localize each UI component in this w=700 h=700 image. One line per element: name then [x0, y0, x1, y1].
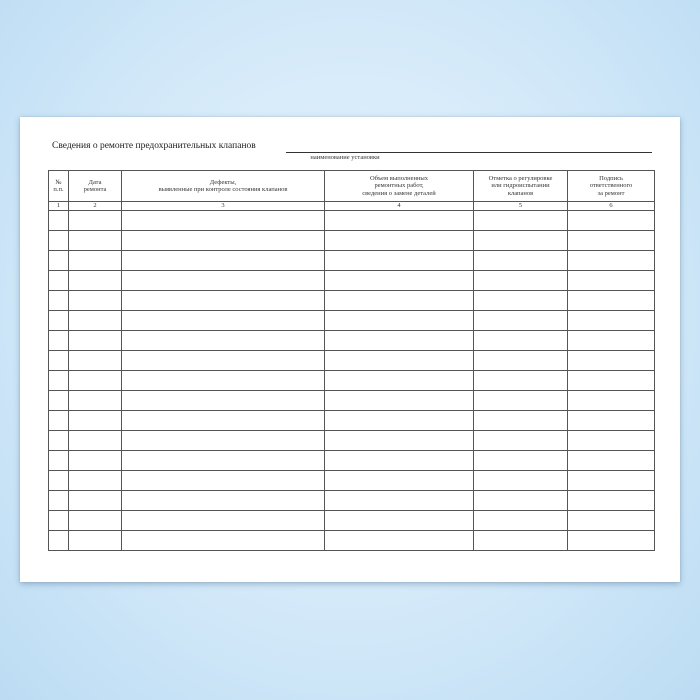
table-body	[49, 211, 655, 551]
table-cell	[474, 471, 568, 491]
table-cell	[49, 531, 69, 551]
table-row	[49, 331, 655, 351]
table-cell	[49, 231, 69, 251]
table-cell	[122, 391, 325, 411]
table-cell	[69, 271, 122, 291]
table-cell	[69, 231, 122, 251]
table-cell	[325, 451, 474, 471]
table-cell	[49, 411, 69, 431]
table-cell	[325, 251, 474, 271]
document-title: Сведения о ремонте предохранительных клапанов	[52, 141, 256, 151]
table-cell	[122, 211, 325, 231]
table-cell	[69, 391, 122, 411]
table-row	[49, 411, 655, 431]
table-cell	[122, 411, 325, 431]
table-cell	[122, 271, 325, 291]
table-cell	[568, 231, 655, 251]
table-cell	[474, 431, 568, 451]
table-cell	[474, 451, 568, 471]
table-cell	[69, 211, 122, 231]
table-cell	[568, 511, 655, 531]
table-cell	[325, 391, 474, 411]
table-cell	[122, 531, 325, 551]
header-signature: Подпись ответственного за ремонт	[568, 171, 655, 202]
header-row	[49, 171, 655, 202]
column-number: 3	[122, 202, 325, 211]
table-cell	[474, 391, 568, 411]
table-row	[49, 511, 655, 531]
header-number: № п.п.	[49, 171, 69, 202]
table-cell	[69, 251, 122, 271]
table-cell	[568, 331, 655, 351]
table-cell	[474, 351, 568, 371]
table-cell	[474, 411, 568, 431]
column-number: 6	[568, 202, 655, 211]
table-cell	[69, 371, 122, 391]
title-fill-line	[286, 152, 652, 153]
table-cell	[122, 451, 325, 471]
table-cell	[325, 351, 474, 371]
form-sheet	[20, 117, 680, 582]
table-cell	[325, 531, 474, 551]
table-cell	[69, 331, 122, 351]
header-defects: Дефекты, выявленные при контроле состояния клапанов	[122, 171, 325, 202]
table-cell	[69, 471, 122, 491]
table-cell	[325, 411, 474, 431]
title-caption: наименование установки	[310, 154, 380, 161]
table-cell	[122, 511, 325, 531]
table-cell	[325, 271, 474, 291]
table-cell	[122, 351, 325, 371]
table-cell	[474, 251, 568, 271]
table-cell	[325, 431, 474, 451]
table-cell	[568, 351, 655, 371]
column-number: 5	[474, 202, 568, 211]
column-number: 1	[49, 202, 69, 211]
table-cell	[474, 271, 568, 291]
table-cell	[474, 531, 568, 551]
table-cell	[474, 231, 568, 251]
table-cell	[568, 451, 655, 471]
table-cell	[49, 291, 69, 311]
table-row	[49, 351, 655, 371]
table-row	[49, 251, 655, 271]
table-cell	[49, 431, 69, 451]
table-cell	[49, 331, 69, 351]
table-cell	[325, 471, 474, 491]
table-row	[49, 291, 655, 311]
table-cell	[568, 411, 655, 431]
table-cell	[49, 391, 69, 411]
table-cell	[568, 211, 655, 231]
table-cell	[49, 351, 69, 371]
table-cell	[474, 331, 568, 351]
table-cell	[325, 371, 474, 391]
repair-log-table	[48, 170, 655, 551]
title-line	[52, 141, 652, 155]
table-cell	[568, 471, 655, 491]
table-row	[49, 371, 655, 391]
table-cell	[122, 431, 325, 451]
table-cell	[69, 291, 122, 311]
table-cell	[568, 391, 655, 411]
table-cell	[568, 251, 655, 271]
column-number-row	[49, 202, 655, 211]
column-number: 2	[69, 202, 122, 211]
table-row	[49, 211, 655, 231]
table-row	[49, 311, 655, 331]
table-cell	[49, 491, 69, 511]
table-cell	[325, 511, 474, 531]
table-row	[49, 231, 655, 251]
table-cell	[49, 211, 69, 231]
table-cell	[49, 451, 69, 471]
table-row	[49, 451, 655, 471]
table-cell	[122, 251, 325, 271]
table-cell	[568, 271, 655, 291]
table-cell	[49, 251, 69, 271]
table-cell	[49, 511, 69, 531]
table-cell	[474, 311, 568, 331]
table-row	[49, 271, 655, 291]
table-cell	[69, 451, 122, 471]
table-cell	[474, 511, 568, 531]
table-cell	[568, 371, 655, 391]
table-row	[49, 431, 655, 451]
table-cell	[568, 431, 655, 451]
table-row	[49, 471, 655, 491]
table-cell	[69, 431, 122, 451]
table-cell	[474, 291, 568, 311]
table-cell	[69, 511, 122, 531]
table-cell	[325, 311, 474, 331]
table-cell	[49, 271, 69, 291]
table-cell	[69, 351, 122, 371]
table-cell	[69, 531, 122, 551]
table-row	[49, 491, 655, 511]
table-cell	[122, 291, 325, 311]
table-cell	[69, 411, 122, 431]
table-cell	[568, 291, 655, 311]
table-cell	[122, 491, 325, 511]
table-cell	[49, 311, 69, 331]
table-row	[49, 531, 655, 551]
table-cell	[122, 471, 325, 491]
table-row	[49, 391, 655, 411]
table-cell	[325, 491, 474, 511]
table-cell	[122, 311, 325, 331]
table-cell	[325, 211, 474, 231]
table-cell	[69, 491, 122, 511]
table-cell	[325, 331, 474, 351]
table-cell	[122, 231, 325, 251]
table-cell	[325, 231, 474, 251]
header-adjustment-mark: Отметка о регулировке или гидроиспытании клапанов	[474, 171, 568, 202]
table-cell	[474, 211, 568, 231]
table-cell	[325, 291, 474, 311]
column-number: 4	[325, 202, 474, 211]
header-repair-date: Дата ремонта	[69, 171, 122, 202]
table-cell	[122, 331, 325, 351]
table-cell	[474, 491, 568, 511]
table-cell	[49, 471, 69, 491]
table-cell	[122, 371, 325, 391]
table-cell	[568, 491, 655, 511]
table-cell	[49, 371, 69, 391]
table-cell	[568, 311, 655, 331]
table-cell	[69, 311, 122, 331]
header-work-volume: Объем выполненных ремонтных работ, сведения о замене деталей	[325, 171, 474, 202]
table-cell	[568, 531, 655, 551]
table-cell	[474, 371, 568, 391]
